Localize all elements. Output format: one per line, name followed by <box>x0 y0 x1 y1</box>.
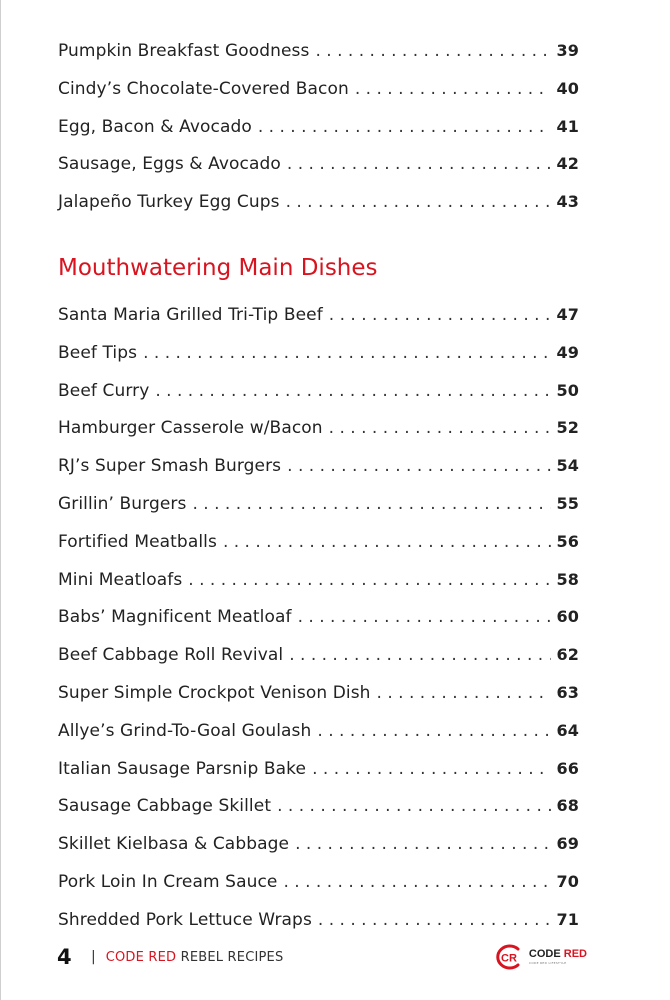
toc-dot-leader <box>286 192 551 212</box>
toc-entry-title: Allye’s Grind-To-Goal Goulash <box>58 720 312 741</box>
logo-mark-text: CR <box>500 952 517 965</box>
toc-entry-title: Pork Loin In Cream Sauce <box>58 871 278 892</box>
toc-entry[interactable] <box>58 79 579 117</box>
toc-entry-title: Pumpkin Breakfast Goodness <box>58 41 310 61</box>
toc-group-main-dishes <box>58 305 579 948</box>
toc-entry-page: 66 <box>556 758 579 778</box>
toc-dot-leader <box>329 418 551 438</box>
toc-entry-page: 40 <box>556 78 579 98</box>
section-heading: Mouthwatering Main Dishes <box>58 254 378 281</box>
toc-entry[interactable] <box>58 532 579 570</box>
footer-brand-red: CODE RED <box>105 949 177 965</box>
toc-entry[interactable] <box>58 41 579 79</box>
code-red-logo <box>494 944 587 970</box>
toc-entry[interactable] <box>58 418 579 456</box>
toc-entry-page: 71 <box>556 909 579 929</box>
toc-dot-leader <box>317 721 550 741</box>
toc-entry-page: 68 <box>556 796 579 816</box>
toc-entry[interactable] <box>58 759 579 797</box>
toc-entry-title: Hamburger Casserole w/Bacon <box>58 418 323 439</box>
toc-entry-title: Beef Cabbage Roll Revival <box>58 645 284 666</box>
toc-entry-title: Beef Tips <box>58 342 138 363</box>
toc-entry[interactable] <box>58 721 579 759</box>
toc-dot-leader <box>277 796 550 816</box>
logo-wordmark <box>529 949 587 960</box>
toc-entry[interactable] <box>58 683 579 721</box>
toc-entry[interactable] <box>58 910 579 948</box>
toc-dot-leader <box>298 607 551 627</box>
toc-entry-title: Jalapeño Turkey Egg Cups <box>58 192 280 213</box>
toc-entry[interactable] <box>58 570 579 608</box>
toc-entry-title: Cindy’s Chocolate-Covered Bacon <box>58 78 349 99</box>
toc-dot-leader <box>329 305 551 325</box>
page-edge <box>0 0 1 1000</box>
toc-dot-leader <box>188 570 550 590</box>
footer-book-title <box>106 950 284 965</box>
toc-entry[interactable] <box>58 117 579 155</box>
footer-separator: | <box>91 949 96 965</box>
toc-dot-leader <box>289 645 550 665</box>
toc-dot-leader <box>155 381 550 401</box>
toc-entry[interactable] <box>58 834 579 872</box>
toc-entry-title: Skillet Kielbasa & Cabbage <box>58 834 290 855</box>
toc-group-breakfast <box>58 41 579 230</box>
toc-dot-leader <box>312 759 550 779</box>
code-red-logo-icon <box>494 944 524 970</box>
toc-entry-title: Beef Curry <box>58 380 150 401</box>
toc-dot-leader <box>192 494 550 514</box>
toc-entry-title: RJ’s Super Smash Burgers <box>58 456 282 477</box>
toc-entry-page: 55 <box>556 493 579 513</box>
toc-entry-page: 56 <box>556 531 579 551</box>
toc-entry-page: 63 <box>556 682 579 702</box>
toc-entry-title: Mini Meatloafs <box>58 569 183 590</box>
toc-dot-leader <box>287 154 551 174</box>
toc-dot-leader <box>143 343 550 363</box>
toc-entry-page: 54 <box>556 456 579 476</box>
toc-dot-leader <box>223 532 551 552</box>
toc-entry-page: 69 <box>556 834 579 854</box>
toc-entry-page: 70 <box>556 871 579 891</box>
toc-entry-title: Grillin’ Burgers <box>58 493 187 514</box>
toc-entry-page: 47 <box>556 304 579 324</box>
toc-dot-leader <box>258 117 551 137</box>
toc-entry[interactable] <box>58 343 579 381</box>
toc-dot-leader <box>318 910 551 930</box>
toc-entry-page: 49 <box>556 342 579 362</box>
toc-entry-page: 52 <box>556 418 579 438</box>
toc-dot-leader <box>283 872 550 892</box>
toc-entry-page: 43 <box>556 192 579 212</box>
toc-entry-title: Sausage, Eggs & Avocado <box>58 154 281 175</box>
toc-entry[interactable] <box>58 494 579 532</box>
toc-entry-title: Super Simple Crockpot Venison Dish <box>58 682 371 703</box>
toc-dot-leader <box>315 41 550 61</box>
page-number: 4 <box>57 945 72 969</box>
logo-tagline: CODE RED LIFESTYLE <box>528 961 567 965</box>
toc-entry-title: Sausage Cabbage Skillet <box>58 796 272 817</box>
table-of-contents <box>58 41 579 948</box>
toc-entry-title: Italian Sausage Parsnip Bake <box>58 758 307 779</box>
toc-dot-leader <box>295 834 550 854</box>
toc-entry-page: 62 <box>556 645 579 665</box>
toc-entry[interactable] <box>58 381 579 419</box>
page-footer <box>57 943 587 971</box>
toc-entry-page: 39 <box>556 41 579 60</box>
logo-text <box>529 949 587 965</box>
toc-entry-page: 42 <box>556 154 579 174</box>
toc-entry-page: 64 <box>556 720 579 740</box>
toc-entry[interactable] <box>58 607 579 645</box>
toc-entry-page: 58 <box>556 569 579 589</box>
toc-entry[interactable] <box>58 645 579 683</box>
logo-word-red: RED <box>563 948 587 960</box>
toc-entry[interactable] <box>58 872 579 910</box>
toc-dot-leader <box>287 456 550 476</box>
toc-entry-title: Egg, Bacon & Avocado <box>58 116 252 137</box>
toc-entry[interactable] <box>58 456 579 494</box>
logo-word-code: CODE <box>528 948 561 960</box>
toc-entry[interactable] <box>58 154 579 192</box>
toc-entry-page: 60 <box>556 607 579 627</box>
toc-entry-title: Fortified Meatballs <box>58 531 217 552</box>
toc-entry-title: Shredded Pork Lettuce Wraps <box>58 909 312 930</box>
toc-entry-title: Babs’ Magnificent Meatloaf <box>58 607 292 628</box>
toc-entry-title: Santa Maria Grilled Tri-Tip Beef <box>58 304 323 325</box>
toc-entry[interactable] <box>58 796 579 834</box>
footer-brand-dark: REBEL RECIPES <box>180 949 284 965</box>
toc-entry[interactable] <box>58 305 579 343</box>
toc-dot-leader <box>355 79 551 99</box>
toc-entry-page: 50 <box>556 380 579 400</box>
toc-dot-leader <box>377 683 551 703</box>
toc-entry-page: 41 <box>556 116 579 136</box>
